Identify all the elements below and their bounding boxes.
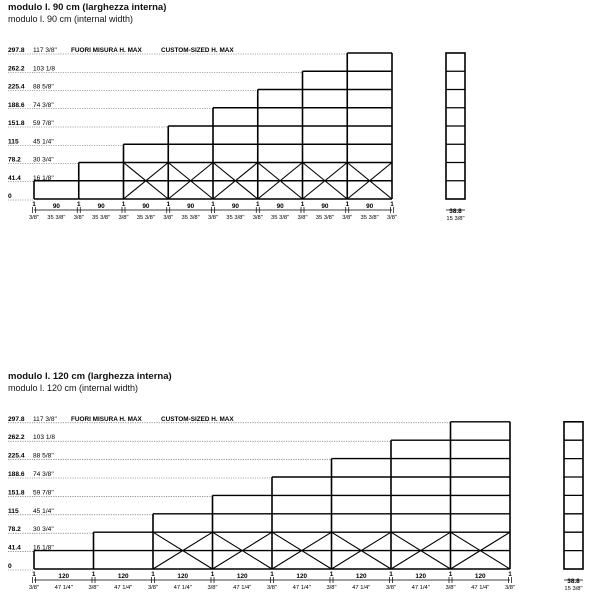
height-label-in: 74 3/8" [33, 101, 54, 109]
height-label-cm: 78.2 [8, 526, 21, 534]
post-width-in: 3/8" [88, 585, 99, 591]
module-width-cm: 120 [177, 573, 189, 580]
post-width-in: 3/8" [147, 585, 159, 591]
post-width-in: 3/8" [207, 215, 219, 221]
height-label-cm: 78.2 [8, 156, 21, 164]
post-width-cm: 1 [151, 571, 155, 578]
depth-cm: 38.8 [449, 208, 462, 215]
module-width-cm: 120 [236, 573, 248, 580]
height-label-in: 45 1/4" [33, 507, 54, 515]
post-width-cm: 1 [345, 201, 350, 208]
post-width-in: 3/8" [297, 215, 308, 221]
height-label-in: 16 1/8" [33, 174, 54, 182]
post-width-in: 3/8" [385, 585, 397, 591]
height-label-cm: 151.8 [8, 120, 25, 127]
post-width-cm: 1 [255, 201, 260, 208]
module-width-in: 35 3/8" [136, 215, 155, 221]
section-1-subtitle: modulo l. 90 cm (internal width) [8, 14, 134, 24]
post-width-cm: 1 [121, 201, 126, 208]
post-width-cm: 1 [508, 571, 512, 578]
post-width-cm: 1 [32, 201, 36, 208]
post-width-cm: 1 [270, 571, 274, 578]
section-2-title: modulo l. 120 cm (larghezza interna) [8, 371, 172, 382]
height-label-in: 59 7/8" [33, 120, 54, 127]
section-2-subtitle: modulo l. 120 cm (internal width) [8, 383, 139, 393]
height-label-in: 88 5/8" [33, 452, 54, 460]
module-width-cm: 90 [276, 203, 284, 210]
height-label-cm: 225.4 [8, 452, 25, 460]
post-width-in: 3/8" [252, 215, 263, 221]
post-width-cm: 1 [210, 571, 215, 578]
height-label-cm: 115 [8, 507, 19, 515]
height-label-cm: 41.4 [8, 174, 21, 182]
height-label-in: 117 3/8" [33, 415, 57, 423]
module-width-cm: 120 [296, 573, 308, 580]
post-width-cm: 1 [329, 571, 334, 578]
section-1-title: modulo l. 90 cm (larghezza interna) [8, 2, 167, 13]
module-width-cm: 90 [52, 203, 60, 210]
custom-sized-label: CUSTOM-SIZED H. MAX [161, 415, 234, 423]
height-label-in: 88 5/8" [33, 83, 54, 91]
height-label-in: 30 3/4" [33, 156, 54, 164]
post-width-cm: 1 [448, 571, 453, 578]
post-width-cm: 1 [32, 571, 36, 578]
height-label-cm: 115 [8, 138, 19, 146]
height-label-cm: 262.2 [8, 65, 25, 73]
post-width-cm: 1 [389, 571, 393, 578]
height-label-cm: 0 [8, 563, 12, 570]
module-width-cm: 90 [187, 203, 195, 210]
height-label-in: 30 3/4" [33, 526, 54, 534]
post-width-cm: 1 [166, 201, 171, 208]
post-width-in: 3/8" [28, 215, 40, 221]
module-width-cm: 120 [355, 573, 367, 580]
height-label-cm: 297.8 [8, 47, 25, 54]
module-width-cm: 90 [97, 203, 105, 210]
post-width-in: 3/8" [445, 585, 456, 591]
height-label-cm: 262.2 [8, 434, 25, 442]
post-width-cm: 1 [91, 571, 96, 578]
post-width-in: 3/8" [342, 215, 353, 221]
post-width-in: 3/8" [386, 215, 398, 221]
module-width-in: 35 3/8" [271, 215, 290, 221]
module-width-in: 47 1/4" [471, 585, 490, 591]
height-label-cm: 151.8 [8, 489, 25, 497]
custom-sized-label: CUSTOM-SIZED H. MAX [161, 47, 234, 54]
height-label-cm: 188.6 [8, 471, 25, 478]
module-width-cm: 90 [142, 203, 150, 210]
height-label-cm: 41.4 [8, 544, 21, 552]
post-width-cm: 1 [211, 201, 215, 208]
module-width-in: 47 1/4" [173, 585, 192, 591]
module-width-cm: 90 [321, 203, 329, 210]
post-width-in: 3/8" [73, 215, 84, 221]
height-label-in: 103 1/8 [33, 65, 55, 73]
post-width-cm: 1 [300, 201, 305, 208]
height-label-in: 117 3/8" [33, 47, 57, 54]
height-label-in: 74 3/8" [33, 471, 54, 478]
module-width-cm: 120 [58, 573, 70, 580]
module-width-in: 35 3/8" [92, 215, 111, 221]
post-width-cm: 1 [76, 201, 81, 208]
post-width-in: 3/8" [207, 585, 218, 591]
module-width-in: 47 1/4" [54, 585, 73, 591]
height-label-in: 45 1/4" [33, 138, 54, 146]
module-width-in: 47 1/4" [411, 585, 430, 591]
depth-in: 15 3/8" [564, 586, 583, 592]
module-width-cm: 120 [117, 573, 129, 580]
post-width-in: 3/8" [28, 585, 40, 591]
post-width-in: 3/8" [326, 585, 337, 591]
module-width-in: 35 3/8" [315, 215, 334, 221]
post-width-in: 3/8" [266, 585, 278, 591]
module-width-in: 35 3/8" [47, 215, 66, 221]
height-label-cm: 297.8 [8, 415, 25, 423]
depth-in: 15 3/8" [446, 216, 465, 222]
post-width-cm: 1 [390, 201, 394, 208]
height-label-cm: 0 [8, 193, 12, 200]
height-label-cm: 188.6 [8, 101, 25, 109]
post-width-in: 3/8" [163, 215, 174, 221]
module-width-cm: 90 [366, 203, 374, 210]
module-width-cm: 90 [231, 203, 239, 210]
module-width-cm: 120 [474, 573, 486, 580]
height-label-cm: 225.4 [8, 83, 25, 91]
module-width-in: 47 1/4" [292, 585, 311, 591]
module-width-cm: 120 [415, 573, 427, 580]
post-width-in: 3/8" [118, 215, 129, 221]
height-label-in: 59 7/8" [33, 489, 54, 497]
module-width-in: 35 3/8" [181, 215, 200, 221]
fuori-misura-label: FUORI MISURA H. MAX [71, 47, 142, 54]
module-width-in: 35 3/8" [226, 215, 245, 221]
depth-cm: 38.8 [567, 578, 580, 585]
module-width-in: 47 1/4" [352, 585, 371, 591]
post-width-in: 3/8" [504, 585, 516, 591]
fuori-misura-label: FUORI MISURA H. MAX [71, 415, 142, 423]
module-width-in: 35 3/8" [360, 215, 379, 221]
height-label-in: 16 1/8" [33, 544, 54, 552]
module-width-in: 47 1/4" [114, 585, 133, 591]
module-width-in: 47 1/4" [233, 585, 252, 591]
height-label-in: 103 1/8 [33, 434, 55, 442]
